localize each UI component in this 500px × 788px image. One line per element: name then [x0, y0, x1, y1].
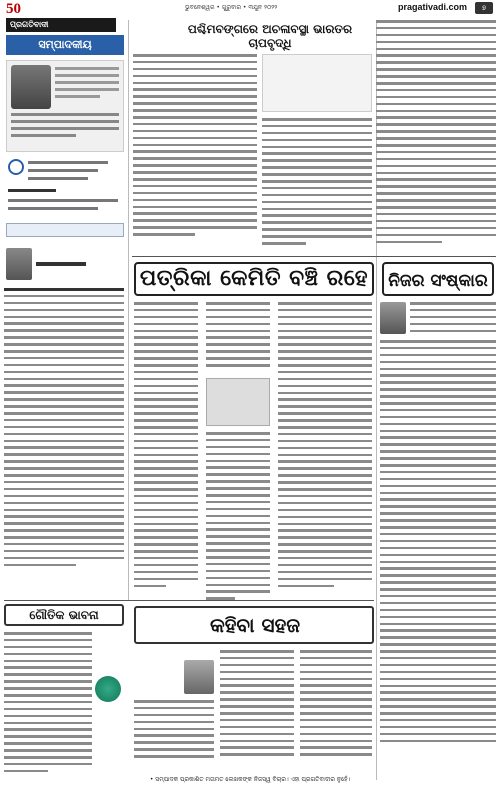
top-headline: ପଶ୍ଚିମବଙ୍ଗରେ ଅଚଳାବସ୍ଥା ଭାରତର ଚାପବୃଦ୍ଧି	[187, 22, 353, 50]
portrait-image	[11, 65, 51, 109]
inset-image	[206, 378, 270, 426]
bottom-center-col3	[300, 650, 372, 760]
right-feature-body	[380, 340, 496, 747]
top-headline-wrap	[170, 22, 370, 50]
page-number: ୭	[475, 2, 493, 14]
masthead-strip	[0, 0, 500, 16]
feature-column-2b	[206, 432, 270, 604]
right-feature-headline: ନିଜର ସଂଷ୍କାର	[382, 262, 494, 296]
date-line: ଭୁବନେଶ୍ୱର • ଗୁରୁବାର • ୩ଯୁନ ୨୦୨୨	[185, 4, 278, 11]
right-column-top	[376, 20, 496, 247]
bottom-center-col2	[220, 650, 294, 760]
bottom-center-col1	[134, 700, 214, 762]
column-rule	[128, 20, 129, 600]
feature-column-2a	[206, 302, 270, 371]
author-name	[36, 262, 86, 266]
author-photo	[184, 660, 214, 694]
tree-icon	[95, 676, 121, 702]
quote-heading	[55, 67, 119, 102]
bottom-left-text	[4, 632, 92, 777]
brand-name: ପ୍ରଗତିବାଦୀ	[6, 18, 116, 32]
highlight-box	[262, 54, 372, 112]
section-divider	[132, 256, 496, 257]
feature-headline: ପତ୍ରିକା କେମିତି ବଞ୍ଚି ରହେ	[134, 262, 374, 296]
author-photo	[380, 302, 406, 334]
left-column-text	[4, 288, 124, 571]
feature-column-3	[278, 302, 372, 591]
center-column-2	[262, 118, 372, 249]
feature-column-1	[134, 302, 198, 591]
founder-box	[6, 155, 124, 225]
section-title: ସମ୍ପାଦକୀୟ	[6, 35, 124, 55]
anniversary-logo: 50	[6, 1, 21, 17]
site-url[interactable]: pragativadi.com	[398, 2, 468, 12]
bottom-left-title: ଗୌତିକ ଭାବନା	[4, 604, 124, 626]
right-feature-intro	[410, 302, 496, 336]
quote-text	[11, 113, 119, 141]
quote-box	[6, 60, 124, 152]
contact-strip	[6, 223, 124, 237]
footer-disclaimer: • ସମ୍ପାଦକ ପ୍ରକାଶିତ ମତାମତ ଲେଖକଙ୍କ ନିଜସ୍ୱ ବିଚାର। ଏହା ପ୍ରଗତିବାଦୀର ନୁହେଁ।	[149, 776, 351, 783]
section-divider	[4, 600, 374, 601]
emblem-icon	[8, 159, 24, 175]
author-photo	[6, 248, 32, 280]
bottom-center-title: କହିବା ସହଜ	[209, 613, 301, 637]
center-column-1	[133, 54, 257, 250]
